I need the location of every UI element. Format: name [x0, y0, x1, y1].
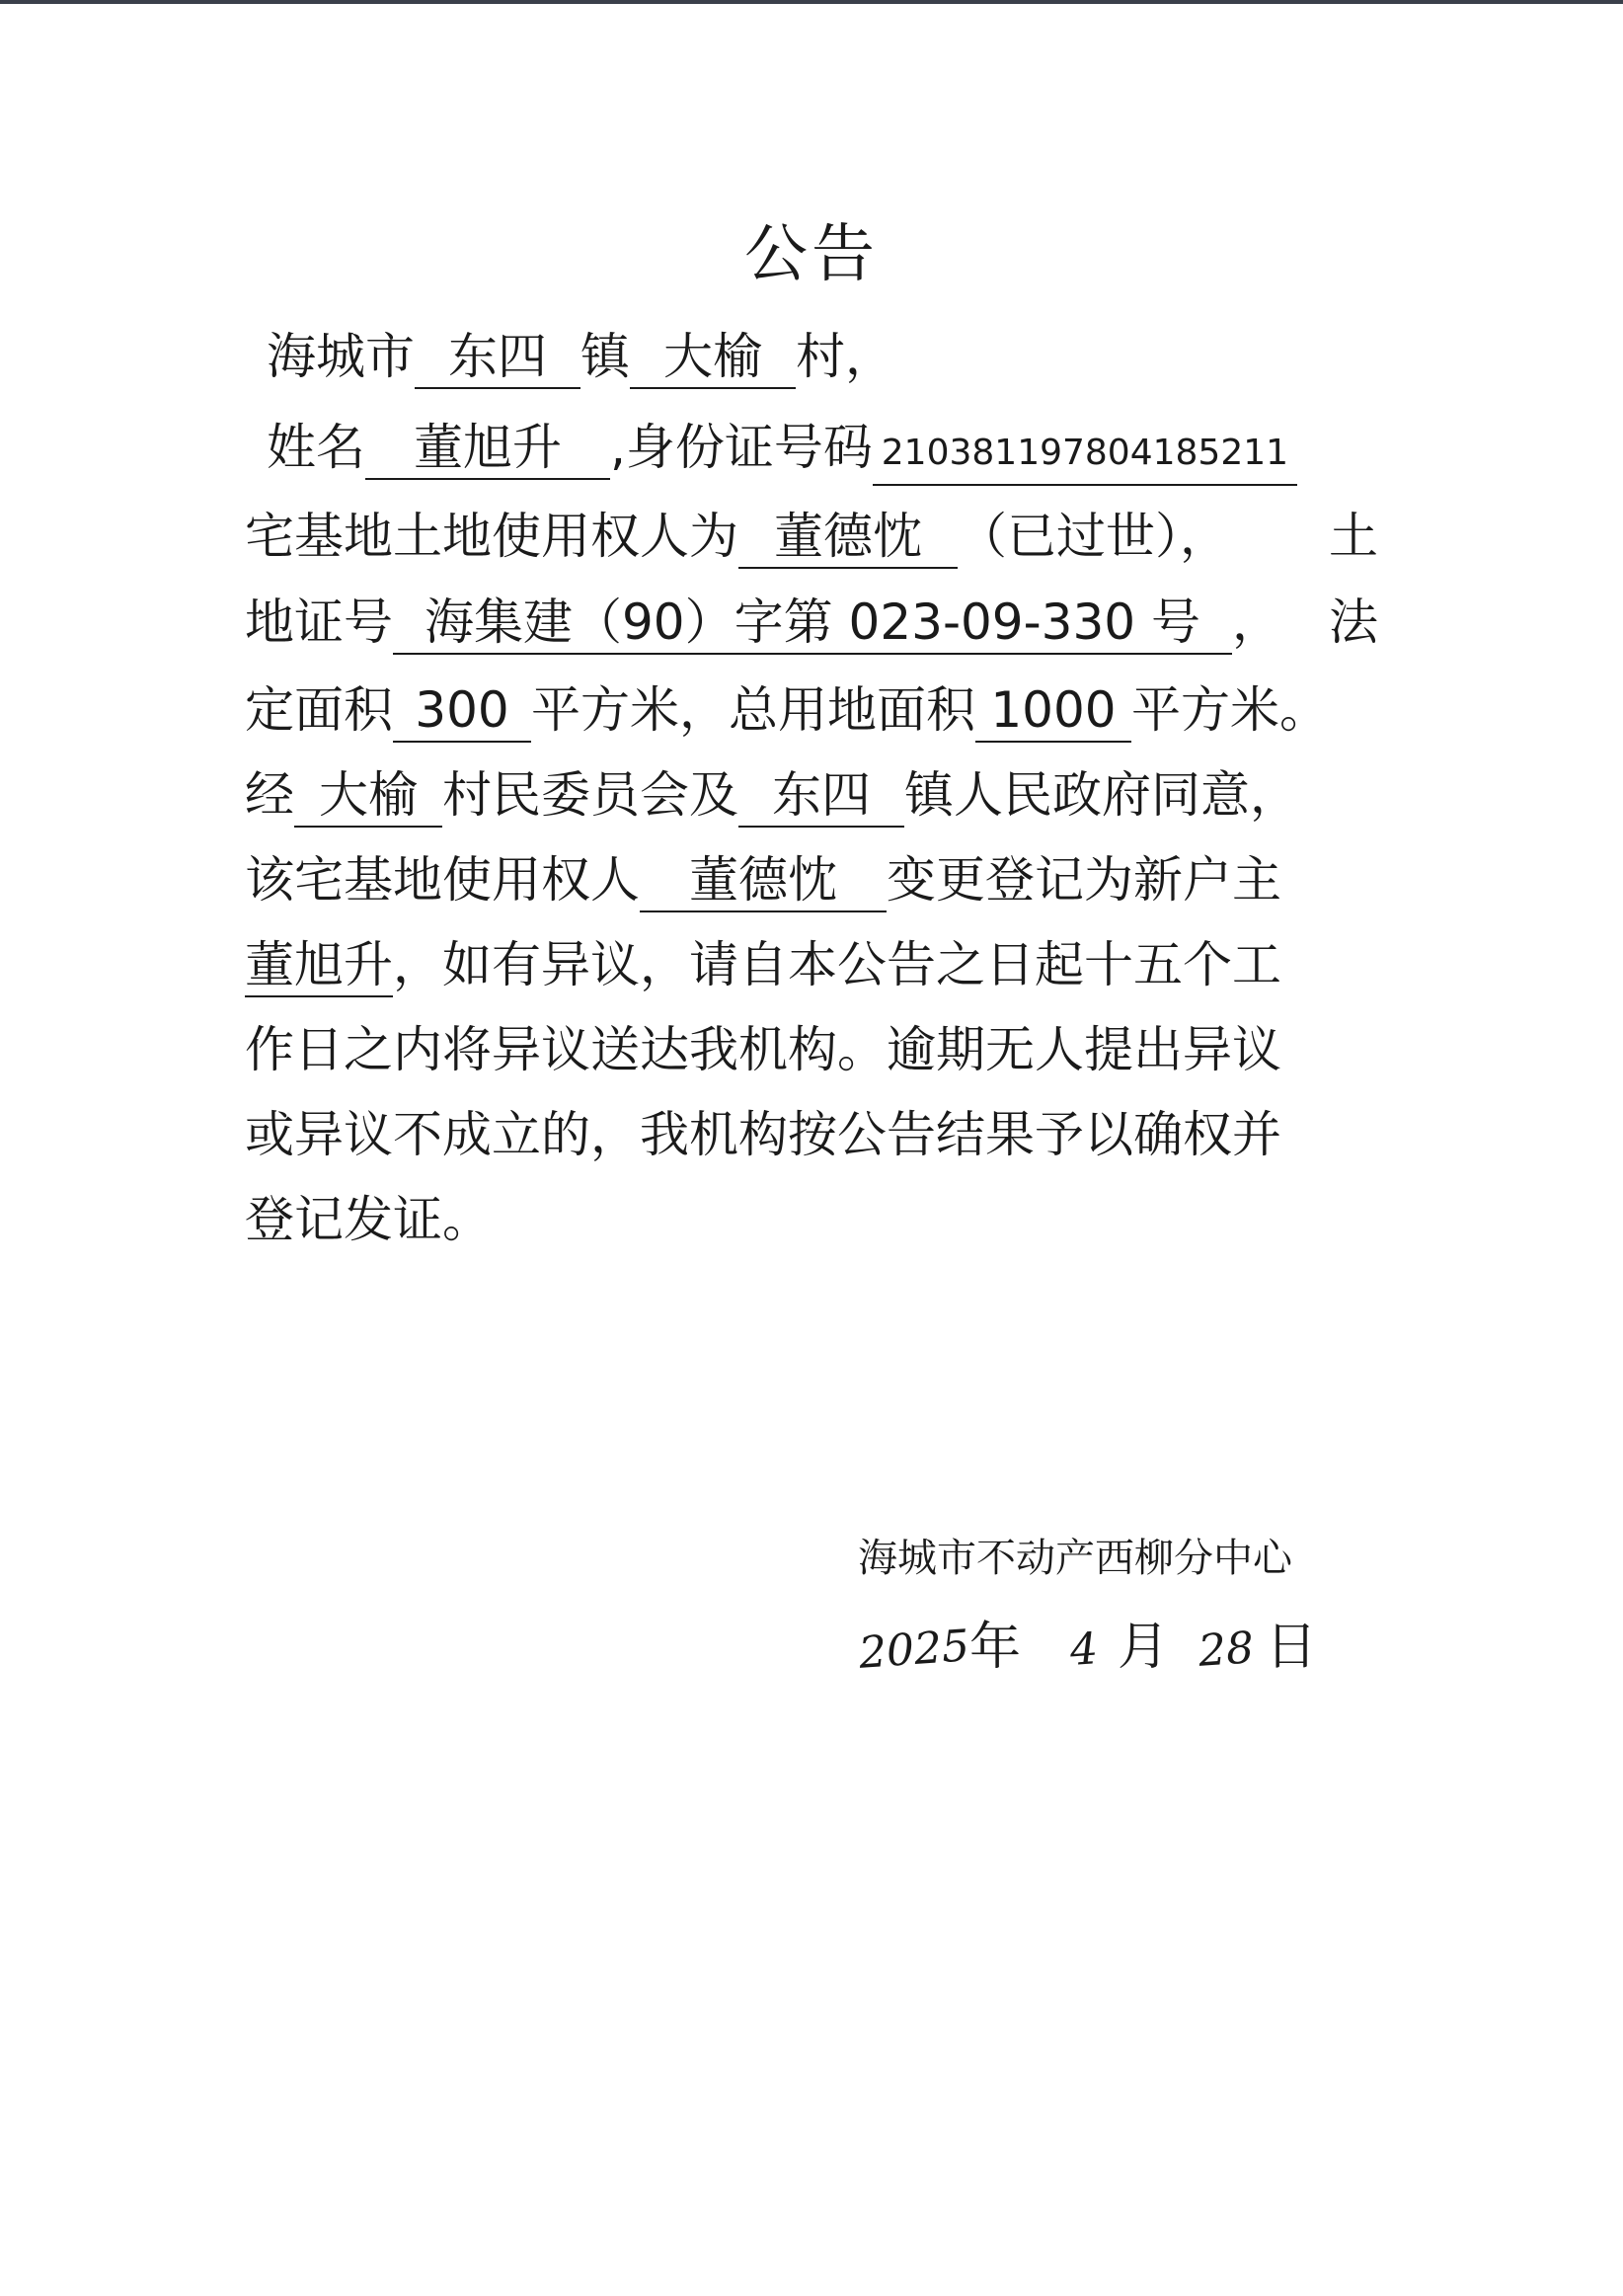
objection-text: ，如有异议，请自本公告之日起十五个工 — [393, 936, 1281, 993]
cert-trail: 法 — [1329, 594, 1378, 651]
month-label: 月 — [1118, 1618, 1170, 1677]
change-holder-field: 董德忱 — [640, 851, 887, 912]
cert-comma: ， — [1232, 594, 1281, 651]
body-line-10: 或异议不成立的，我机构按公告结果予以确权并 — [245, 1106, 1281, 1163]
handwritten-year: 2025 — [857, 1621, 971, 1679]
body-line-9: 作日之内将异议送达我机构。逾期无人提出异议 — [245, 1021, 1281, 1078]
approval-line — [245, 760, 1299, 830]
holder-status: （已过世）， — [958, 508, 1229, 565]
cert-prefix: 地证号 — [245, 594, 393, 651]
town-suffix: 镇 — [580, 328, 630, 385]
change-prefix: 该宅基地使用权人 — [245, 851, 640, 909]
body-line-11: 登记发证。 — [245, 1191, 492, 1248]
change-line — [245, 845, 1281, 914]
legal-area-field: 300 — [393, 681, 531, 743]
objection-line — [245, 930, 1281, 999]
holder-trail: 土 — [1329, 508, 1378, 565]
certificate-line — [245, 588, 1378, 657]
issue-date — [859, 1608, 1317, 1690]
town-field: 东四 — [415, 328, 580, 389]
village-field: 大榆 — [630, 328, 796, 389]
change-suffix: 变更登记为新户主 — [887, 851, 1281, 909]
issuing-organization: 海城市不动产西柳分中心 — [858, 1536, 1292, 1581]
year-label: 年 — [968, 1618, 1021, 1677]
total-area-field: 1000 — [975, 681, 1131, 743]
area-line — [245, 675, 1329, 745]
new-owner-field: 董旭升 — [245, 936, 393, 997]
id-number-field: 210381197804185211 — [873, 425, 1297, 486]
handwritten-day: 28 — [1197, 1623, 1256, 1677]
cert-number-field: 海集建（90）字第 023-09-330 号 — [393, 594, 1232, 655]
id-label: ,身份证号码 — [610, 419, 873, 476]
name-label: 姓名 — [267, 419, 365, 476]
approval-prefix: 经 — [245, 766, 294, 824]
address-line — [267, 322, 894, 391]
holder-field: 董德忱 — [738, 508, 958, 569]
approval-mid: 村民委员会及 — [442, 766, 738, 824]
village-suffix: 村， — [796, 328, 894, 385]
holder-prefix: 宅基地土地使用权人为 — [245, 508, 738, 565]
city-label: 海城市 — [267, 328, 415, 385]
approval-village-field: 大榆 — [294, 766, 442, 828]
name-id-line — [267, 413, 1297, 486]
area-mid: 平方米，总用地面积 — [531, 681, 975, 739]
handwritten-month: 4 — [1068, 1623, 1100, 1676]
holder-line — [245, 502, 1378, 571]
area-suffix: 平方米。 — [1131, 681, 1329, 739]
name-field: 董旭升 — [365, 419, 610, 480]
area-prefix: 定面积 — [245, 681, 393, 739]
day-label: 日 — [1266, 1618, 1318, 1677]
approval-suffix: 镇人民政府同意， — [904, 766, 1299, 824]
approval-town-field: 东四 — [738, 766, 904, 828]
page-title: 公告 — [744, 218, 879, 291]
